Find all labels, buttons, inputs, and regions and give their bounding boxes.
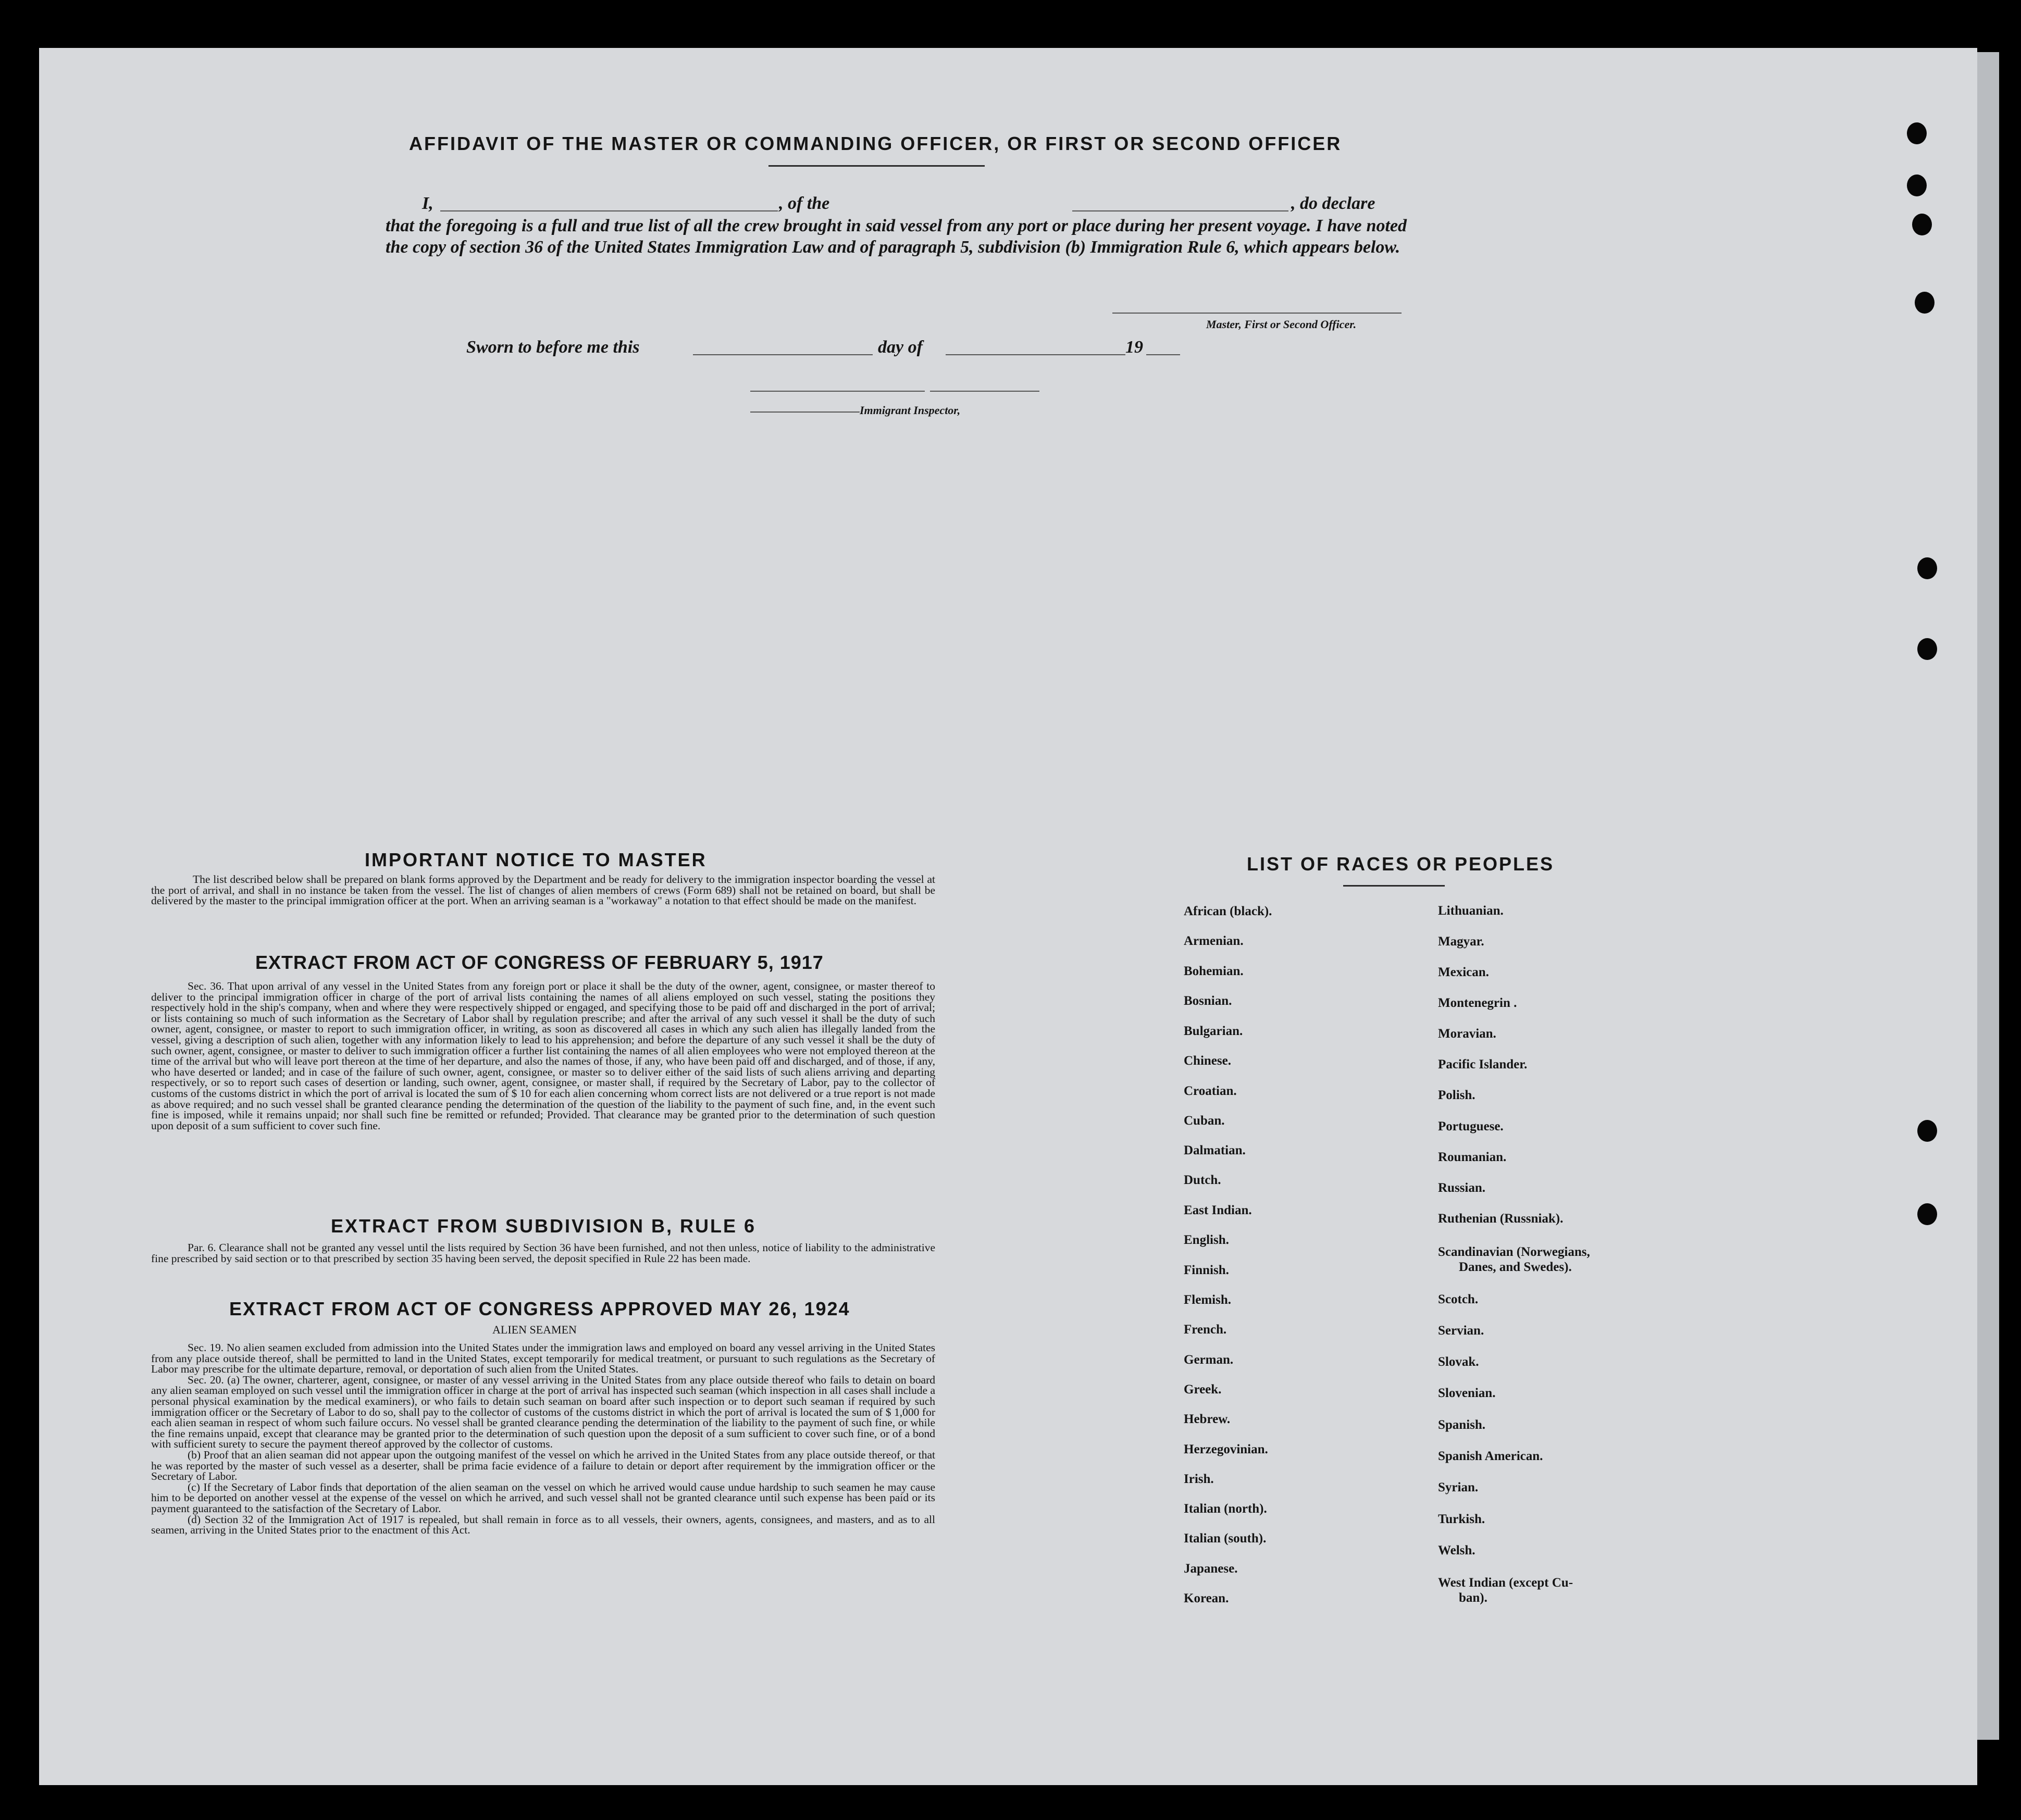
race-item: Ruthenian (Russniak). [1438, 1212, 1564, 1226]
binder-hole [1907, 174, 1927, 196]
binder-hole [1907, 122, 1927, 144]
race-item: Danes, and Swedes). [1459, 1260, 1572, 1274]
sec-20c-paragraph: (c) If the Secretary of Labor finds that deportation of the alien seaman on the vessel on which he arrived would cause undue hardship to such seamen he may cause him to be deported on another vessel at the expense of the vessel on which he arrived, and such vessel shall not be granted clearance until such expense has been paid or its payment guaranteed to the satisfaction of the Secretary of Labor. [151, 1480, 935, 1515]
sec-20b-paragraph: (b) Proof that an alien seaman did not appear upon the outgoing manifest of the vessel on which he arrived in the United States from any place outside thereof, or that he was reported by the master of such vessel as a deserter, shall be prima facie evidence of a failure to detain or deport after requirement by the immigration officer or the Secretary of Labor. [151, 1448, 935, 1483]
binder-hole [1915, 292, 1935, 314]
race-item: French. [1184, 1323, 1227, 1337]
race-item: Mexican. [1438, 965, 1489, 979]
extract-1924-title: EXTRACT FROM ACT OF CONGRESS APPROVED MAY 26, 1924 [229, 1298, 850, 1319]
inspector-line-1[interactable] [750, 391, 925, 392]
race-item: Welsh. [1438, 1543, 1476, 1557]
signature-caption: Master, First or Second Officer. [1206, 318, 1357, 331]
race-item: Scotch. [1438, 1292, 1479, 1306]
name-blank-line[interactable] [440, 210, 778, 211]
extract-1924-body [151, 1342, 935, 1536]
extract-rule6-body [151, 1242, 935, 1264]
race-item: Polish. [1438, 1088, 1476, 1102]
signature-line[interactable] [1112, 313, 1402, 314]
inspector-line-3[interactable] [750, 412, 860, 413]
race-item: Portuguese. [1438, 1119, 1504, 1133]
affidavit-of-the: , of the [779, 194, 830, 213]
race-item: Slovenian. [1438, 1386, 1496, 1400]
sworn-label: Sworn to before me this [466, 338, 640, 357]
inspector-line-2[interactable] [930, 391, 1039, 392]
race-item: Croatian. [1184, 1084, 1237, 1098]
affidavit-do-declare: , do declare [1291, 194, 1375, 213]
month-line[interactable] [946, 354, 1125, 355]
extract-1917-body [151, 981, 935, 1131]
year-label: 19 [1125, 338, 1143, 357]
race-item: Bulgarian. [1184, 1024, 1243, 1038]
binder-hole [1917, 1203, 1937, 1225]
race-item: African (black). [1184, 904, 1272, 918]
race-item: Spanish. [1438, 1418, 1486, 1432]
race-item: Turkish. [1438, 1512, 1485, 1526]
binder-hole [1917, 557, 1937, 579]
affidavit-intro-i: I, [422, 194, 433, 213]
races-title: LIST OF RACES OR PEOPLES [1247, 853, 1555, 875]
race-item: Italian (north). [1184, 1502, 1267, 1516]
race-item: Cuban. [1184, 1114, 1225, 1128]
race-item: Dalmatian. [1184, 1143, 1246, 1157]
page-edge-strip [1977, 52, 1999, 1740]
race-item: West Indian (except Cu- [1438, 1576, 1573, 1590]
race-item: Pacific Islander. [1438, 1057, 1528, 1071]
binder-hole [1912, 214, 1932, 235]
sec-20a-paragraph: Sec. 20. (a) The owner, charterer, agent, consignee, or master of any vessel arriving in the United States from any place outside thereof who fails to detain on board any alien seaman employed on such vessel until the immigration officer in charge at the port of arrival has inspected such seaman (which inspection in all cases shall include a personal physical examination by the medical examiners), or who fails to detain such seaman on board after such inspection or to deport such seaman if required by such immigration officer or the Secretary of Labor to do so, shall pay to the collector of customs of the customs district in which the port of arrival is located the sum of $ 1,000 for each alien seaman in respect of whom such failure occurs. No vessel shall be granted clearance pending the determination of the liability to the payment of such fine, or while the fine remains unpaid, except that clearance may be granted prior to the determination of such question upon the deposit of a sum sufficient to cover such fine, or of a bond with sufficient surety to secure the payment thereof approved by the collector of customs. [151, 1373, 935, 1451]
race-item: Italian (south). [1184, 1531, 1267, 1545]
sec-19-paragraph: Sec. 19. No alien seamen excluded from admission into the United States under the immigration laws and employed on board any vessel arriving in the United States from any place outside thereof, shall be permitted to land in the United States, except temporarily for medical treatment, or pursuant to such regulations as the Secretary of Labor may prescribe for the ultimate departure, removal, or deportation of such alien from the United States. [151, 1341, 935, 1376]
race-item: Magyar. [1438, 934, 1484, 949]
year-line[interactable] [1146, 354, 1180, 355]
race-item: Moravian. [1438, 1027, 1496, 1041]
races-title-rule [1343, 885, 1445, 887]
race-item: Servian. [1438, 1324, 1484, 1338]
race-item: Bosnian. [1184, 994, 1232, 1008]
par-6-paragraph: Par. 6. Clearance shall not be granted any vessel until the lists required by Section 36 have been furnished, and not then unless, notice of liability to the administrative fine prescribed by said section or to that prescribed by section 35 having been served, the deposit specified in Rule 22 has been made. [151, 1241, 935, 1265]
sworn-date-line[interactable] [693, 354, 873, 355]
race-item: Spanish American. [1438, 1449, 1543, 1463]
day-of-label: day of [878, 338, 923, 357]
alien-seamen-subtitle: ALIEN SEAMEN [492, 1323, 577, 1336]
race-item: Bohemian. [1184, 964, 1244, 978]
race-item: Scandinavian (Norwegians, [1438, 1245, 1590, 1259]
race-item: Armenian. [1184, 934, 1244, 948]
section-36-paragraph: Sec. 36. That upon arrival of any vessel in the United States from any foreign port or place it shall be the duty of the owner, agent, consignee, or master thereof to deliver to the principal immigration officer in charge of the port of arrival lists containing the names of all aliens employed on such vessel, stating the positions they respectively hold in the ship's company, when and where they were respectively shipped or engaged, and specifying those to be paid off and discharged in the port of arrival; or lists containing so much of such information as the Secretary of Labor shall by regulation prescribe; and after the arrival of any such vessel it shall be the duty of such owner, agent, consignee, or master to report to such immigration officer, in writing, as soon as discovered all cases in which any such alien has illegally landed from the vessel, giving a description of such alien, together with any information likely to lead to his apprehension; and before the departure of any such vessel it shall be the duty of such owner, agent, consignee, or master to deliver to such immigration officer a further list containing the names of all alien employees who were not employed thereon at the time of the arrival but who will leave port thereon at the time of her departure, and also the names of those, if any, who have been paid off and discharged, and of those, if any, who have deserted or landed; and in case of the failure of such owner, agent, consignee, or master so to deliver either of the said lists of such aliens arriving and departing respectively, or so to report such cases of desertion or landing, such owner, agent, consignee, or master shall, if required by the Secretary of Labor, pay to the collector of customs of the customs district in which the port of arrival is located the sum of $ 10 for each alien concerning whom correct lists are not delivered or a true report is not made as above required; and no such vessel shall be granted clearance pending the determination of the question of the liability to the payment of such fine, and, in the event such fine is imposed, while it remains unpaid; nor shall such fine be remitted or refunded; Provided. That clearance may be granted prior to the determination of such question upon deposit of a sum sufficient to cover such fine. [151, 980, 935, 1132]
race-item: Finnish. [1184, 1263, 1229, 1277]
race-item: Greek. [1184, 1382, 1222, 1397]
race-item: Flemish. [1184, 1293, 1231, 1307]
affidavit-body: that the foregoing is a full and true list of all the crew brought in said vessel from any port or place during her present voyage. I have noted the copy of section 36 of the United States Immigration Law and of paragraph 5, subdivision (b) Immigration Rule 6, which appears below. [386, 216, 1407, 257]
race-item: Roumanian. [1438, 1150, 1507, 1164]
race-item: Korean. [1184, 1591, 1229, 1605]
race-item: Herzegovinian. [1184, 1442, 1268, 1456]
race-item: English. [1184, 1233, 1229, 1247]
race-item: ban). [1459, 1591, 1487, 1605]
inspector-caption: Immigrant Inspector, [860, 404, 961, 417]
extract-rule6-title: EXTRACT FROM SUBDIVISION B, RULE 6 [331, 1215, 757, 1237]
race-item: Hebrew. [1184, 1412, 1231, 1426]
extract-1917-title: EXTRACT FROM ACT OF CONGRESS OF FEBRUARY 5, 1917 [255, 952, 824, 973]
notice-paragraph: The list described below shall be prepared on blank forms approved by the Department and be ready for delivery to the immigration inspector boarding the vessel at the port of arrival, and shall in no instance be taken from the vessel. The list of changes of alien members of crews (Form 689) shall not be retained on board, but shall be delivered by the master to the principal immigration officer at the port. When an arriving seaman is a "workaway" a notation to that effect should be made on the manifest. [151, 873, 935, 907]
binder-hole [1917, 638, 1937, 660]
binder-hole [1917, 1120, 1937, 1142]
race-item: Irish. [1184, 1472, 1214, 1486]
sec-20d-paragraph: (d) Section 32 of the Immigration Act of 1917 is repealed, but shall remain in force as to all vessels, their owners, agents, consignees, and masters, and as to all seamen, arriving in the United States prior to the enactment of this Act. [151, 1513, 935, 1537]
race-item: Slovak. [1438, 1355, 1479, 1369]
race-item: Chinese. [1184, 1054, 1231, 1068]
race-item: East Indian. [1184, 1203, 1252, 1217]
race-item: Dutch. [1184, 1173, 1221, 1187]
affidavit-title: AFFIDAVIT OF THE MASTER OR COMMANDING OFFICER, OR FIRST OR SECOND OFFICER [409, 133, 1342, 154]
race-item: Syrian. [1438, 1480, 1479, 1494]
race-item: Japanese. [1184, 1562, 1238, 1576]
affidavit-title-rule [768, 165, 985, 167]
notice-body [151, 874, 935, 906]
race-item: Russian. [1438, 1181, 1486, 1195]
notice-title: IMPORTANT NOTICE TO MASTER [365, 849, 707, 870]
vessel-blank-line[interactable] [1072, 210, 1288, 211]
race-item: Lithuanian. [1438, 904, 1504, 918]
race-item: German. [1184, 1353, 1234, 1367]
race-item: Montenegrin . [1438, 996, 1517, 1010]
